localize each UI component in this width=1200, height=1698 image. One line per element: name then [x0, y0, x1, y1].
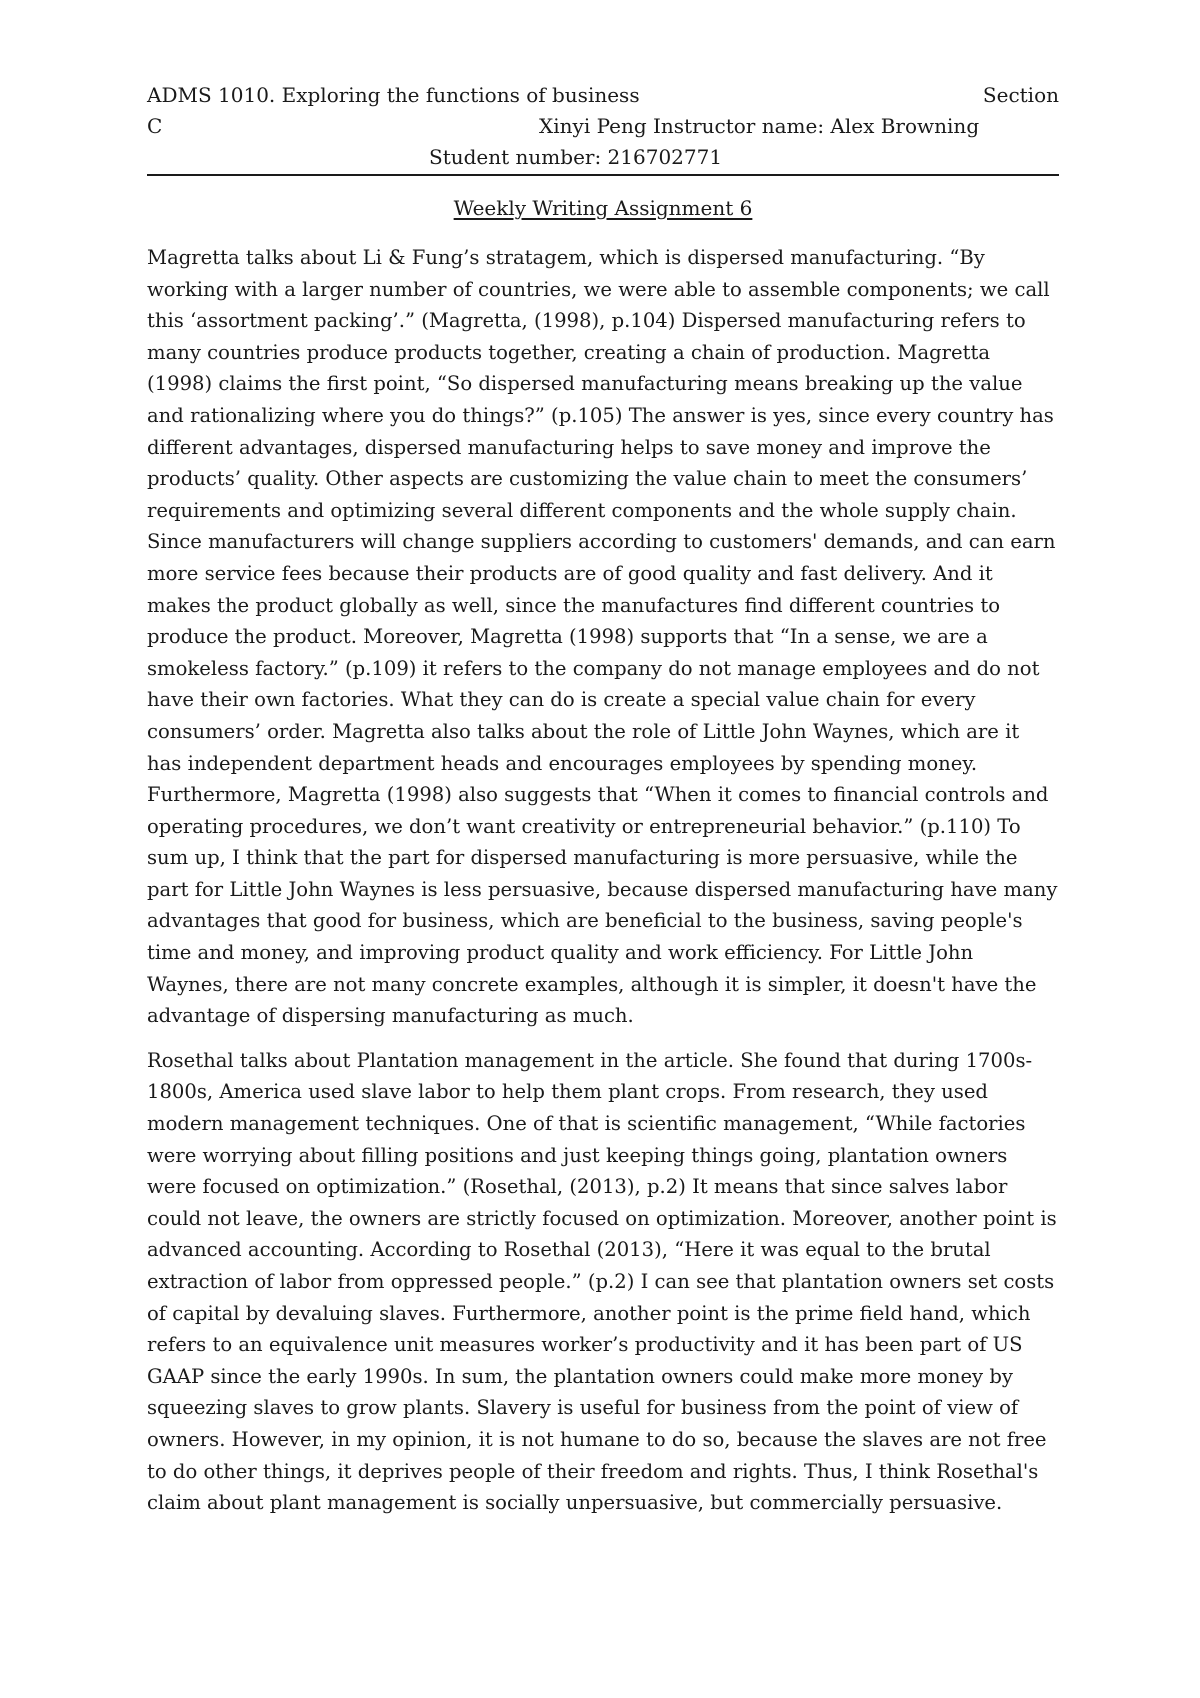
- document-body: [147, 242, 1059, 1532]
- paragraph-1: Magretta talks about Li & Fung’s stratagem, which is dispersed manufacturing. “By working with a larger number of countries, we were able to assemble components; we call this ‘assortment packing’.” (Magretta, (1998), p.104) Dispersed manufacturing refers to many countries produce products together, creating a chain of production. Magretta (1998) claims the first point, “So dispersed manufacturing means breaking up the value and rationalizing where you do things?” (p.105) The answer is yes, since every country has different advantages, dispersed manufacturing helps to save money and improve the products’ quality. Other aspects are customizing the value chain to meet the consumers’ requirements and optimizing several different components and the whole supply chain. Since manufacturers will change suppliers according to customers' demands, and can earn more service fees because their products are of good quality and fast delivery. And it makes the product globally as well, since the manufactures find different countries to produce the product. Moreover, Magretta (1998) supports that “In a sense, we are a smokeless factory.” (p.109) it refers to the company do not manage employees and do not have their own factories. What they can do is create a special value chain for every consumers’ order. Magretta also talks about the role of Little John Waynes, which are it has independent department heads and encourages employees by spending money. Furthermore, Magretta (1998) also suggests that “When it comes to financial controls and operating procedures, we don’t want creativity or entrepreneurial behavior.” (p.110) To sum up, I think that the part for dispersed manufacturing is more persuasive, while the part for Little John Waynes is less persuasive, because dispersed manufacturing have many advantages that good for business, which are beneficial to the business, saving people's time and money, and improving product quality and work efficiency. For Little John Waynes, there are not many concrete examples, although it is simpler, it doesn't have the advantage of dispersing manufacturing as much.: [147, 246, 1058, 1028]
- header-line-2: [147, 111, 1059, 142]
- section-value: C: [147, 114, 163, 138]
- header-line-1: [147, 80, 1059, 111]
- student-instructor-names: Xinyi Peng Instructor name: Alex Browning: [539, 114, 980, 138]
- header-line-3: [147, 142, 1059, 173]
- header-divider: [147, 174, 1059, 176]
- course-title: ADMS 1010. Exploring the functions of business: [147, 83, 640, 107]
- student-number: Student number: 216702771: [429, 145, 723, 169]
- section-label: Section: [982, 83, 1059, 107]
- document-header: [147, 80, 1059, 173]
- paragraph-2: Rosethal talks about Plantation management in the article. She found that during 1700s-1800s, America used slave labor to help them plant crops. From research, they used modern management techniques. One of that is scientific management, “While factories were worrying about filling positions and just keeping things going, plantation owners were focused on optimization.” (Rosethal, (2013), p.2) It means that since salves labor could not leave, the owners are strictly focused on optimization. Moreover, another point is advanced accounting. According to Rosethal (2013), “Here it was equal to the brutal extraction of labor from oppressed people.” (p.2) I can see that plantation owners set costs of capital by devaluing slaves. Furthermore, another point is the prime field hand, which refers to an equivalence unit measures worker’s productivity and it has been part of US GAAP since the early 1990s. In sum, the plantation owners could make more money by squeezing slaves to grow plants. Slavery is useful for business from the point of view of owners. However, in my opinion, it is not humane to do so, because the slaves are not free to do other things, it deprives people of their freedom and rights. Thus, I think Rosethal's claim about plant management is socially unpersuasive, but commercially persuasive.: [147, 1048, 1057, 1515]
- document-title: Weekly Writing Assignment 6: [453, 196, 753, 220]
